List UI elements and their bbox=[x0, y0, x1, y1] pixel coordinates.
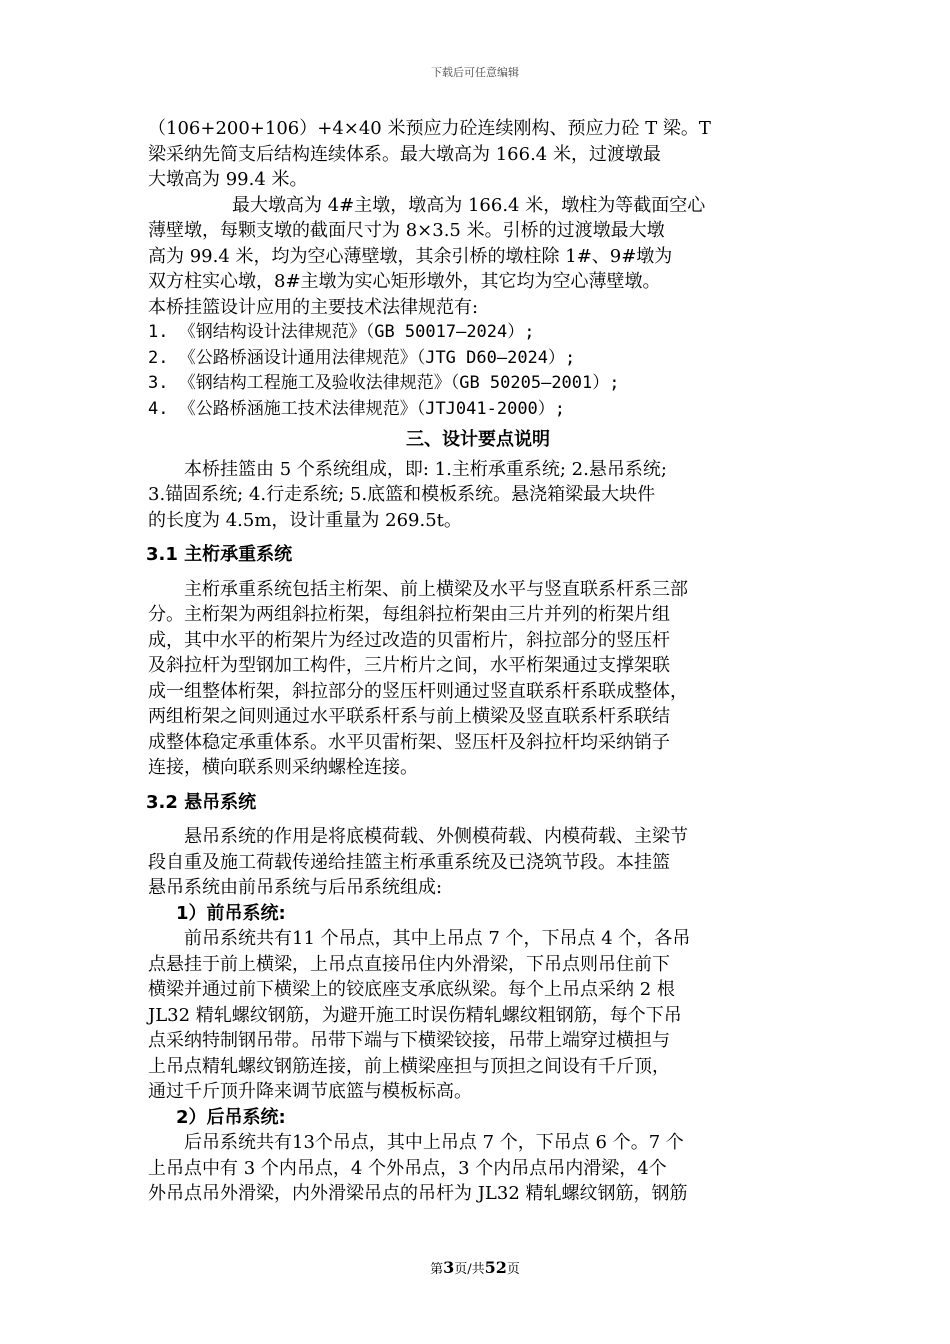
subsection-line: 悬吊系统的作用是将底模荷载、外侧模荷载、内模荷载、主梁节 bbox=[184, 826, 688, 847]
front-hanger-line: 点悬挂于前上横梁，上吊点直接吊住内外滑梁，下吊点则吊住前下 bbox=[148, 953, 670, 975]
page-header: 下载后可任意编辑 bbox=[431, 66, 519, 79]
subsection-line: 及斜拉杆为型钢加工构件，三片桁片之间，水平桁架通过支撑架联 bbox=[148, 655, 670, 676]
page-footer bbox=[0, 1258, 950, 1277]
subsection-title: 3.2 悬吊系统 bbox=[146, 791, 257, 813]
rear-hanger-line: 外吊点吊外滑梁，内外滑梁吊点的吊杆为 JL32 精轧螺纹钢筋，钢筋 bbox=[148, 1183, 688, 1204]
pier-line: 双方柱实心墩，8#主墩为实心矩形墩外，其它均为空心薄壁墩。 bbox=[148, 271, 661, 292]
page-content bbox=[148, 116, 808, 1207]
footer-suffix: 页 bbox=[506, 1262, 520, 1277]
section-line: 3.锚固系统; 4.行走系统; 5.底篮和模板系统。悬浇箱梁最大块件 bbox=[148, 484, 656, 505]
footer-middle: 页/共 bbox=[454, 1262, 485, 1277]
footer-total-pages: 52 bbox=[484, 1258, 507, 1277]
intro-line: （106+200+106）+4×40 米预应力砼连续刚构、预应力砼 T 梁。T bbox=[148, 118, 711, 139]
front-hanger-line: 前吊系统共有11 个吊点，其中上吊点 7 个，下吊点 4 个，各吊 bbox=[184, 928, 691, 949]
subsection-line: 成，其中水平的桁架片为经过改造的贝雷桁片，斜拉部分的竖压杆 bbox=[148, 629, 670, 651]
subsection-line: 成一组整体桁架，斜拉部分的竖压杆则通过竖直联系杆系联成整体， bbox=[148, 680, 688, 702]
front-hanger-line: 横梁并通过前下横梁上的铰底座支承底纵梁。每个上吊点采纳 2 根 bbox=[148, 979, 675, 1000]
norm-item: 4. 《公路桥涵施工技术法律规范》（JTJ041-2000）; bbox=[148, 398, 566, 419]
front-hanger-title: 1）前吊系统: bbox=[176, 902, 286, 924]
footer-prefix: 第 bbox=[430, 1262, 444, 1277]
subsection-line: 分。主桁架为两组斜拉桁架，每组斜拉桁架由三片并列的桁架片组 bbox=[148, 604, 670, 625]
norm-item: 1. 《钢结构设计法律规范》（GB 50017—2024）; bbox=[148, 322, 535, 342]
front-hanger-line: 点采纳特制钢吊带。吊带下端与下横梁铰接，吊带上端穿过横担与 bbox=[148, 1030, 670, 1051]
subsection-line: 连接，横向联系则采纳螺栓连接。 bbox=[148, 757, 418, 778]
subsection-line: 两组桁架之间则通过水平联系杆系与前上横梁及竖直联系杆系联结 bbox=[148, 706, 670, 727]
norm-item: 2. 《公路桥涵设计通用法律规范》（JTG D60—2024）; bbox=[148, 347, 576, 368]
subsection-line: 段自重及施工荷载传递给挂篮主桁承重系统及已浇筑节段。本挂篮 bbox=[148, 851, 670, 873]
intro-line: 大墩高为 99.4 米。 bbox=[148, 169, 308, 190]
norm-item: 3. 《钢结构工程施工及验收法律规范》（GB 50205—2001）; bbox=[148, 373, 620, 393]
subsection-line: 悬吊系统由前吊系统与后吊系统组成: bbox=[148, 877, 443, 898]
front-hanger-line: 通过千斤顶升降来调节底篮与模板标高。 bbox=[148, 1081, 472, 1102]
section-line: 的长度为 4.5m，设计重量为 269.5t。 bbox=[148, 509, 462, 531]
subsection-line: 成整体稳定承重体系。水平贝雷桁架、竖压杆及斜拉杆均采纳销子 bbox=[148, 731, 670, 753]
intro-line: 梁采纳先简支后结构连续体系。最大墩高为 166.4 米，过渡墩最 bbox=[148, 143, 661, 165]
rear-hanger-line: 上吊点中有 3 个内吊点，4 个外吊点，3 个内吊点吊内滑梁，4个 bbox=[148, 1157, 667, 1179]
footer-page-number: 3 bbox=[443, 1258, 455, 1277]
front-hanger-line: 上吊点精轧螺纹钢筋连接，前上横梁座担与顶担之间设有千斤顶， bbox=[148, 1055, 670, 1077]
section-title: 三、设计要点说明 bbox=[406, 429, 550, 450]
rear-hanger-title: 2）后吊系统: bbox=[176, 1106, 286, 1128]
rear-hanger-line: 后吊系统共有13个吊点，其中上吊点 7 个，下吊点 6 个。7 个 bbox=[184, 1132, 684, 1153]
pier-line: 薄壁墩，每颗支墩的截面尺寸为 8×3.5 米。引桥的过渡墩最大墩 bbox=[148, 220, 665, 241]
subsection-line: 主桁承重系统包括主桁架、前上横梁及水平与竖直联系杆系三部 bbox=[184, 578, 688, 600]
front-hanger-line: JL32 精轧螺纹钢筋，为避开施工时误伤精轧螺纹粗钢筋，每个下吊 bbox=[148, 1004, 682, 1026]
subsection-title: 3.1 主桁承重系统 bbox=[146, 544, 293, 565]
section-line: 本桥挂篮由 5 个系统组成，即: 1.主桁承重系统; 2.悬吊系统; bbox=[184, 458, 667, 480]
norms-intro: 本桥挂篮设计应用的主要技术法律规范有: bbox=[148, 296, 479, 318]
pier-line: 最大墩高为 4#主墩，墩高为 166.4 米，墩柱为等截面空心 bbox=[232, 194, 706, 216]
pier-line: 高为 99.4 米，均为空心薄壁墩，其余引桥的墩柱除 1#、9#墩为 bbox=[148, 245, 673, 267]
